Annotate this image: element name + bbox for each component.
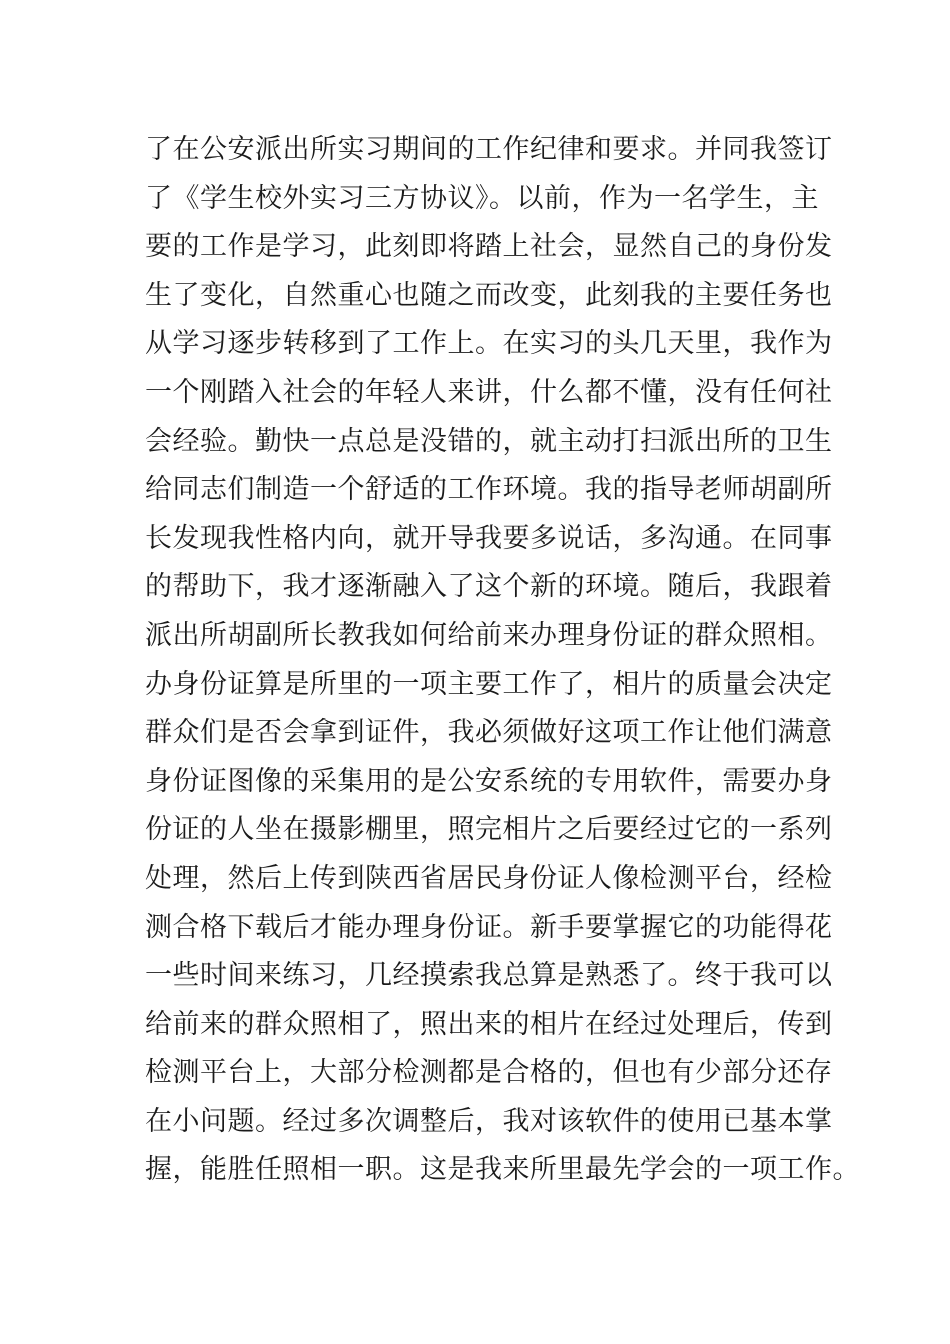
- text-line: 给前来的群众照相了，照出来的相片在经过处理后，传到: [145, 1008, 833, 1040]
- text-line: 会经验。勤快一点总是没错的，就主动打扫派出所的卫生: [145, 425, 833, 457]
- text-line: 从学习逐步转移到了工作上。在实习的头几天里，我作为: [145, 328, 833, 360]
- text-line: 群众们是否会拿到证件，我必须做好这项工作让他们满意: [145, 717, 833, 749]
- text-line: 派出所胡副所长教我如何给前来办理身份证的群众照相。: [145, 619, 833, 651]
- text-line: 了在公安派出所实习期间的工作纪律和要求。并同我签订: [145, 134, 833, 165]
- text-line: 份证的人坐在摄影棚里，照完相片之后要经过它的一系列: [145, 814, 833, 846]
- text-line: 在小问题。经过多次调整后，我对该软件的使用已基本掌: [145, 1105, 833, 1137]
- text-line: 一个刚踏入社会的年轻人来讲，什么都不懂，没有任何社: [145, 376, 833, 408]
- text-line: 长发现我性格内向，就开导我要多说话，多沟通。在同事: [145, 522, 833, 554]
- text-line: 身份证图像的采集用的是公安系统的专用软件，需要办身: [145, 765, 833, 797]
- text-line: 给同志们制造一个舒适的工作环境。我的指导老师胡副所: [145, 474, 833, 506]
- text-line: 处理，然后上传到陕西省居民身份证人像检测平台，经检: [145, 862, 833, 894]
- body-text: [145, 126, 860, 1195]
- text-line: 一些时间来练习，几经摸索我总算是熟悉了。终于我可以: [145, 960, 833, 992]
- text-line: 检测平台上，大部分检测都是合格的，但也有少部分还存: [145, 1057, 833, 1089]
- text-line: 办身份证算是所里的一项主要工作了，相片的质量会决定: [145, 668, 833, 700]
- text-line: 测合格下载后才能办理身份证。新手要掌握它的功能得花: [145, 911, 833, 943]
- text-line: 要的工作是学习，此刻即将踏上社会，显然自己的身份发: [145, 231, 833, 263]
- text-line: 生了变化，自然重心也随之而改变，此刻我的主要任务也: [145, 279, 833, 311]
- text-line: 握，能胜任照相一职。这是我来所里最先学会的一项工作。: [145, 1154, 860, 1186]
- text-line: 了《学生校外实习三方协议》。以前，作为一名学生，主: [145, 182, 819, 214]
- text-line: 的帮助下，我才逐渐融入了这个新的环境。随后，我跟着: [145, 571, 833, 603]
